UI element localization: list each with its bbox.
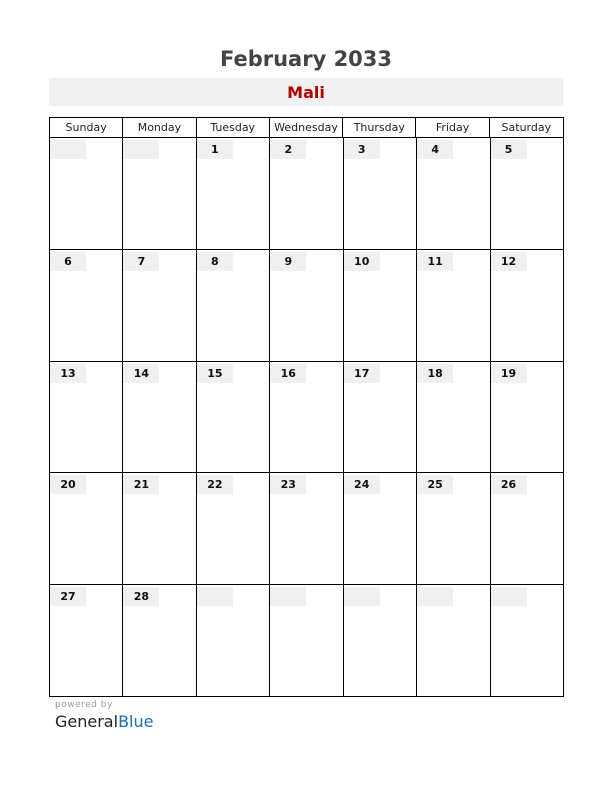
brand-general: General: [55, 712, 119, 731]
weekday-tuesday: Tuesday: [197, 118, 270, 137]
day-cell: [270, 250, 343, 362]
powered-by-label: powered by: [55, 700, 113, 710]
day-number: 4: [417, 140, 453, 159]
day-number: 3: [344, 140, 380, 159]
day-cell: [491, 250, 564, 362]
day-cell: [50, 250, 123, 362]
day-number: 16: [270, 364, 306, 383]
day-cell: [417, 138, 490, 250]
day-number: 27: [50, 587, 86, 606]
day-cell: [270, 585, 343, 697]
day-number: 25: [417, 475, 453, 494]
day-number: 8: [197, 252, 233, 271]
day-number: 17: [344, 364, 380, 383]
day-cell: [197, 250, 270, 362]
day-number: 6: [50, 252, 86, 271]
day-cell: [50, 585, 123, 697]
day-number: 5: [491, 140, 527, 159]
day-cell: [50, 138, 123, 250]
day-cell: [123, 585, 196, 697]
day-cell: [270, 362, 343, 474]
day-number: 23: [270, 475, 306, 494]
day-cell: [270, 138, 343, 250]
day-cell: [417, 250, 490, 362]
day-cell: [417, 585, 490, 697]
day-cell: [491, 585, 564, 697]
calendar-title: February 2033: [219, 47, 393, 71]
day-number: 2: [270, 140, 306, 159]
day-cell: [417, 473, 490, 585]
day-number: [123, 140, 159, 159]
day-cell: [344, 585, 417, 697]
day-number: [270, 587, 306, 606]
weekday-header: [49, 117, 564, 138]
calendar-grid: [49, 117, 564, 697]
day-cell: [417, 362, 490, 474]
day-number: 12: [491, 252, 527, 271]
day-number: 19: [491, 364, 527, 383]
day-number: [417, 587, 453, 606]
day-number: [50, 140, 86, 159]
day-number: 9: [270, 252, 306, 271]
day-number: [491, 587, 527, 606]
day-number: 26: [491, 475, 527, 494]
weekday-wednesday: Wednesday: [270, 118, 343, 137]
weekday-saturday: Saturday: [501, 121, 552, 134]
day-number: 24: [344, 475, 380, 494]
day-cell: [50, 473, 123, 585]
day-number: 11: [417, 252, 453, 271]
day-cell: [197, 473, 270, 585]
day-cells: [49, 138, 564, 697]
day-cell: [491, 473, 564, 585]
day-number: 22: [197, 475, 233, 494]
day-number: [197, 587, 233, 606]
day-cell: [50, 362, 123, 474]
day-cell: [491, 138, 564, 250]
weekday-monday: Monday: [123, 118, 196, 137]
day-cell: [197, 362, 270, 474]
day-number: 14: [123, 364, 159, 383]
day-number: 20: [50, 475, 86, 494]
brand-logo: [55, 712, 153, 731]
day-cell: [197, 585, 270, 697]
day-cell: [197, 138, 270, 250]
day-cell: [344, 250, 417, 362]
weekday-sunday: Sunday: [50, 118, 123, 137]
brand-blue: Blue: [118, 712, 154, 731]
country-banner: [49, 78, 563, 106]
day-cell: [270, 473, 343, 585]
day-number: 21: [123, 475, 159, 494]
weekday-friday: Friday: [416, 118, 489, 137]
day-cell: [344, 138, 417, 250]
day-number: 28: [123, 587, 159, 606]
day-number: [344, 587, 380, 606]
day-number: 13: [50, 364, 86, 383]
day-cell: [344, 362, 417, 474]
day-number: 1: [197, 140, 233, 159]
day-cell: [123, 473, 196, 585]
day-number: 7: [123, 252, 159, 271]
footer: [55, 700, 153, 731]
day-number: 18: [417, 364, 453, 383]
country-name: Mali: [287, 83, 325, 102]
day-cell: [123, 250, 196, 362]
day-number: 15: [197, 364, 233, 383]
weekday-thursday: Thursday: [343, 118, 416, 137]
day-cell: [123, 362, 196, 474]
day-number: 10: [344, 252, 380, 271]
day-cell: [491, 362, 564, 474]
day-cell: [123, 138, 196, 250]
day-cell: [344, 473, 417, 585]
